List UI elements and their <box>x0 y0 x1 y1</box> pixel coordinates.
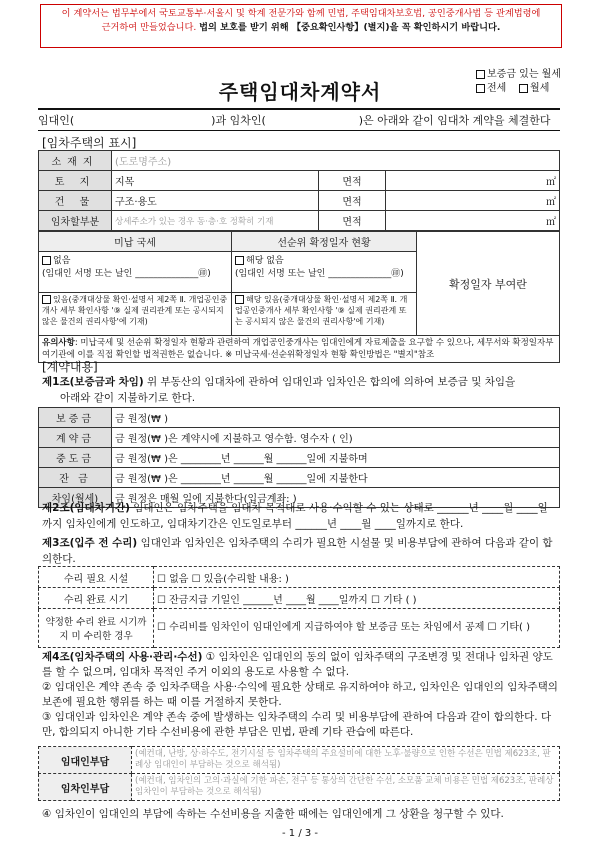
rent-part-field[interactable]: 상세주소가 있는 경우 동·층·호 정확히 기재 <box>112 211 319 231</box>
monthly-rent-field[interactable]: 금 원정은 매월 일에 지불한다(입금계좌: ) <box>112 488 560 508</box>
lessor-prefix: 임대인( <box>38 114 75 127</box>
repair-deadline-label: 수리 완료 시기 <box>39 588 154 609</box>
caution-label: 유의사항 <box>42 338 75 348</box>
unpaid-seal: ㊞) <box>198 269 211 279</box>
type-opt2: 전세 <box>487 83 507 94</box>
land-area-unit: ㎡ <box>546 177 556 188</box>
building-area-unit: ㎡ <box>546 197 556 208</box>
parties-line <box>38 108 560 131</box>
repair-needed-field[interactable]: ☐ 없음 ☐ 있음(수리할 내용: ) <box>154 567 560 588</box>
tax-table <box>38 231 560 363</box>
article2-text1: 임대인은 임차주택을 임대차 목적대로 사용·수익할 수 있는 상태로 ______년 ____월 ____일 <box>133 502 548 514</box>
payment-table <box>38 407 560 508</box>
priority-seal: ㊞) <box>391 269 404 279</box>
article4-p2: ② 임대인은 계약 존속 중 임차주택을 사용·수익에 필요한 상태로 유지하여야 하고, 임차인은 임대인의 임차주택의 보존에 필요한 행위를 하는 때 이를 거절하지 못한다. <box>42 681 558 708</box>
interim-field[interactable]: 금 원정(₩ )은 ________년 ______월 ______일에 지불하며 <box>112 448 560 468</box>
cost-burden-table <box>38 746 560 801</box>
article4-head: 제4조(임차주택의 사용·관리·수선) <box>42 651 203 663</box>
article2 <box>42 500 560 532</box>
caution-text: : 미납국세 및 선순위 확정일자 현황과 관련하여 개업공인중개사는 임대인에게 자료제출을 요구할 수 있으나, 세무서와 확정일자부여기관에 이를 직접 확인할 법적권한은 없습니다. ※ 미납국세·선순위확정일자 현황 확인방법은 "별지"참조 <box>42 338 554 360</box>
repair-deadline-field[interactable]: ☐ 잔금지급 기일인 ______년 ____월 ____일까지 ☐ 기타 ( ) <box>154 588 560 609</box>
balance-field[interactable]: 금 원정(₩ )은 ________년 ______월 ______일에 지불한다 <box>112 468 560 488</box>
building-area-field[interactable] <box>386 191 560 211</box>
unpaid-none-sub: (임대인 서명 또는 날인 <box>42 269 133 279</box>
checkbox-priority-yes[interactable] <box>235 295 244 304</box>
interim-label: 중도금 <box>39 448 112 468</box>
document-title: 주택임대차계약서 <box>218 80 382 104</box>
notice-line2: 근거하여 만들었습니다. <box>101 22 197 33</box>
land-area-field[interactable] <box>386 171 560 191</box>
article1-text2: 아래와 같이 지불하기로 한다. <box>60 392 196 404</box>
down-payment-label: 계약금 <box>39 428 112 448</box>
checkbox-unpaid-yes[interactable] <box>42 295 51 304</box>
article4-p1: ① 임차인은 임대인의 동의 없이 임차주택의 구조변경 및 전대나 임차권 양도를 할 수 없으며, 임대차 목적인 주거 이외의 용도로 사용할 수 없다. <box>42 651 553 678</box>
priority-yes-text: 해당 있음(중개대상물 확인·설명서 제2쪽 Ⅱ. 개업공인중개사 세부 확인사항 '⑨ 실제 권리관계 또는 공시되지 않은 물건의 권리사항'에 기재) <box>235 295 408 326</box>
page-number: - 1 / 3 - <box>281 828 319 839</box>
lessee-burden-field[interactable]: (예컨대, 임차인의 고의·과실에 기한 파손, 전구 등 통상의 간단한 수선, 소모품 교체 비용은 민법 제623조, 판례상 임차인이 부담하는 것으로 해석됨) <box>132 774 560 801</box>
land-label: 토 지 <box>39 171 112 191</box>
lessor-burden-label: 임대인부담 <box>39 747 132 774</box>
article2-text2: 까지 임차인에게 인도하고, 임대차기간은 인도일로부터 ______년 ____월 ____일까지로 한다. <box>42 518 464 530</box>
monthly-rent-label: 차임(월세) <box>39 488 112 508</box>
repair-table <box>38 566 560 648</box>
unrepaired-field[interactable]: ☐ 수리비를 임차인이 임대인에게 지급하여야 할 보증금 또는 차임에서 공제 ☐ 기타( ) <box>154 609 560 648</box>
unpaid-tax-header: 미납 국세 <box>39 232 232 252</box>
article4 <box>42 650 560 740</box>
parties-tail: )은 아래와 같이 임대차 계약을 체결한다 <box>358 114 551 127</box>
location-field[interactable]: (도로명주소) <box>112 151 560 171</box>
down-payment-field[interactable]: 금 원정(₩ )은 계약시에 지불하고 영수함. 영수자 ( 인) <box>112 428 560 448</box>
building-label: 건 물 <box>39 191 112 211</box>
stamp-area: 확정일자 부여란 <box>417 232 560 336</box>
lessee-burden-label: 임차인부담 <box>39 774 132 801</box>
type-opt3: 월세 <box>530 83 550 94</box>
article1-text1: 위 부동산의 임대차에 관하여 임대인과 임차인은 합의에 의하여 보증금 및 차임을 <box>147 376 516 388</box>
building-type-label: 구조·용도 <box>112 191 319 211</box>
rent-part-label: 임차할부분 <box>39 211 112 231</box>
article3-head: 제3조(입주 전 수리) <box>42 537 138 549</box>
lessee-prefix: )과 임차인( <box>211 114 266 127</box>
priority-yes-cell <box>232 293 417 336</box>
article1-head: 제1조(보증금과 차임) <box>42 376 144 388</box>
priority-none-sub: (임대인 서명 또는 날인 <box>235 269 326 279</box>
building-area-label: 면적 <box>319 191 386 211</box>
unpaid-yes-cell <box>39 293 232 336</box>
deposit-label: 보증금 <box>39 408 112 428</box>
land-area-label: 면적 <box>319 171 386 191</box>
land-type-label: 지목 <box>112 171 319 191</box>
unpaid-none-label: 없음 <box>53 256 71 266</box>
lessor-burden-field[interactable]: (예컨대, 난방, 상·하수도, 전기시설 등 임차주택의 주요설비에 대한 노후·불량으로 인한 수선은 민법 제623조, 판례상 임대인이 부담하는 것으로 해석됨) <box>132 747 560 774</box>
priority-none-cell: 해당 없음 (임대인 서명 또는 날인 ______________㊞) <box>232 252 417 293</box>
article2-head: 제2조(임대차기간) <box>42 502 130 514</box>
priority-header: 선순위 확정일자 현황 <box>232 232 417 252</box>
article1 <box>42 374 560 406</box>
unrepaired-label: 약정한 수리 완료 시기까지 미 수리한 경우 <box>39 609 154 648</box>
article3 <box>42 535 560 567</box>
section-property-heading: [임차주택의 표시] <box>42 136 137 150</box>
rent-part-area-label: 면적 <box>319 211 386 231</box>
notice-box <box>40 4 562 48</box>
balance-label: 잔 금 <box>39 468 112 488</box>
notice-line2-bold: 법의 보호를 받기 위해 【중요확인사항】(별지)을 꼭 확인하시기 바랍니다. <box>199 22 501 33</box>
rent-part-area-unit: ㎡ <box>546 217 556 228</box>
checkbox-unpaid-none[interactable] <box>42 256 51 265</box>
priority-none-label: 해당 없음 <box>246 256 284 266</box>
checkbox-priority-none[interactable] <box>235 256 244 265</box>
type-opt1: 보증금 있는 월세 <box>487 69 561 80</box>
article4-p3: ③ 임대인과 임차인은 계약 존속 중에 발생하는 임차주택의 수리 및 비용부담에 관하여 다음과 같이 합의한다. 다만, 합의되지 아니한 기타 수선비용에 관한 부담은 민법, 판례 기타 관습에 따른다. <box>42 711 552 738</box>
deposit-field[interactable]: 금 원정(₩ ) <box>112 408 560 428</box>
caution-cell <box>39 336 560 363</box>
unpaid-none-cell: 없음 (임대인 서명 또는 날인 ______________㊞) <box>39 252 232 293</box>
rent-part-area-field[interactable] <box>386 211 560 231</box>
article4-p4: ④ 임차인이 임대인의 부담에 속하는 수선비용을 지출한 때에는 임대인에게 그 상환을 청구할 수 있다. <box>42 808 504 820</box>
notice-line1: 이 계약서는 법무부에서 국토교통부·서울시 및 학계 전문가와 함께 민법, 주택임대차보호법, 공인중개사법 등 관계법령에 <box>61 8 541 19</box>
repair-needed-label: 수리 필요 시설 <box>39 567 154 588</box>
location-label: 소재지 <box>39 151 112 171</box>
unpaid-yes-text: 있음(중개대상물 확인·설명서 제2쪽 Ⅱ. 개업공인중개사 세부 확인사항 '⑨ 실제 권리관계 또는 공시되지 않은 물건의 권리사항'에 기재) <box>42 295 228 326</box>
property-table <box>38 150 560 231</box>
article3-text1: 임대인과 임차인은 임차주택의 수리가 필요한 시설물 및 비용부담에 관하여 다음과 같이 합의한다. <box>42 537 553 565</box>
section-contract-heading: [계약내용] <box>42 360 98 374</box>
